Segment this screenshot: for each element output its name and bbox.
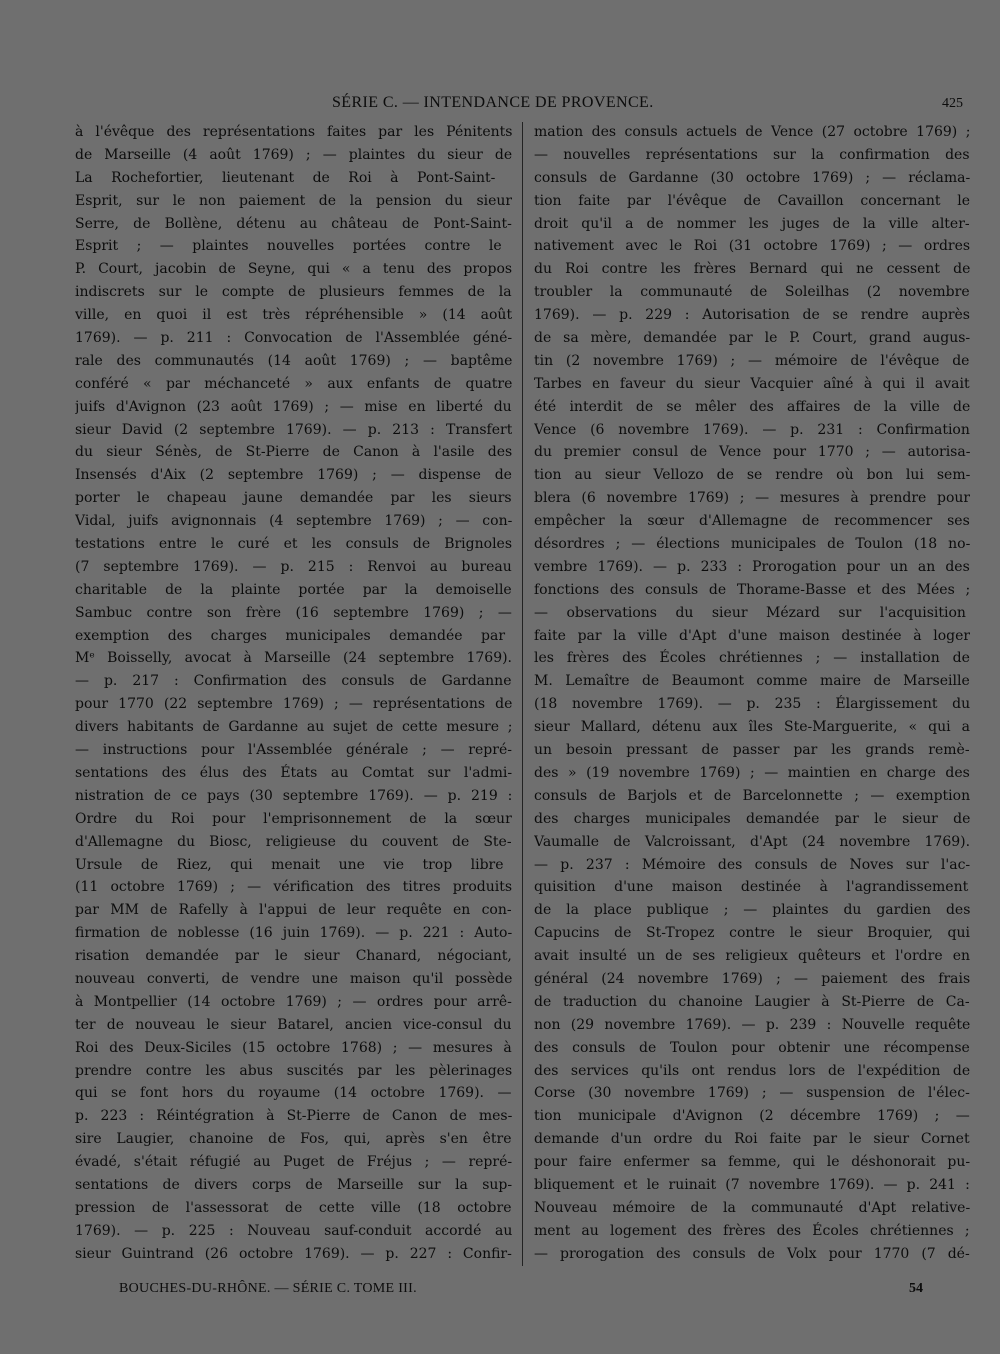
running-header [0, 94, 1000, 116]
text-line: nouveau converti, de vendre une maison qu'il possède [75, 970, 512, 987]
text-line: Sambuc contre son frère (16 septembre 1769) ; — [75, 604, 512, 621]
text-line: sentations des élus des États au Comtat sur l'admi- [75, 764, 512, 781]
text-line: des charges municipales demandée par le sieur de [534, 810, 970, 827]
text-line: d'Allemagne du Biosc, religieuse du couvent de Ste- [75, 833, 512, 850]
text-line: pour faire enfermer sa femme, qui le déshonorait pu- [534, 1154, 970, 1171]
text-line: de traduction du chanoine Laugier à St-Pierre de Ca- [534, 993, 970, 1010]
text-line: tion faite par l'évêque de Cavaillon concernant le [534, 192, 970, 209]
text-line: tin (2 novembre 1769) ; — mémoire de l'évêque de [534, 352, 970, 369]
text-line: non (29 novembre 1769). — p. 239 : Nouvelle requête [534, 1016, 970, 1033]
text-line: indiscrets sur le compte de plusieurs femmes de la [75, 284, 512, 301]
text-line: M. Lemaître de Beaumont comme maire de Marseille [534, 673, 970, 690]
text-line: Vaumalle de Valcroissant, d'Apt (24 novembre 1769). [534, 833, 970, 850]
text-line: pour 1770 (22 septembre 1769) ; — représentations de [75, 696, 512, 713]
text-line: tion municipale d'Avignon (2 décembre 1769) ; — [534, 1108, 970, 1125]
text-line: Esprit ; — plaintes nouvelles portées contre le [75, 238, 502, 255]
text-line: (18 novembre 1769). — p. 235 : Élargissement du [534, 696, 970, 713]
text-line: — observations du sieur Mézard sur l'acquisition [534, 604, 966, 621]
text-line: empêcher la sœur d'Allemagne de recommencer ses [534, 513, 970, 530]
text-line: prendre contre les abus suscités par les pèlerinages [75, 1062, 512, 1079]
text-line: porter le chapeau jaune demandée par les sieurs [75, 490, 512, 507]
text-line: 1769). — p. 229 : Autorisation de se rendre auprès [534, 307, 970, 324]
text-line: sieur David (2 septembre 1769). — p. 213 : Transfert [75, 421, 512, 438]
text-line: ter de nouveau le sieur Batarel, ancien vice-consul du [75, 1016, 512, 1033]
text-line: de sa mère, demandée par le P. Court, grand augus- [534, 330, 970, 347]
text-line: à l'évêque des représentations faites par les Pénitents [75, 124, 512, 140]
left-text-column [75, 121, 512, 1266]
text-line: nativement avec le Roi (31 octobre 1769) ; — ordres [534, 238, 970, 255]
text-line: du sieur Sénès, de St-Pierre de Canon à l'asile des [75, 444, 512, 461]
text-line: désordres ; — élections municipales de Toulon (18 no- [534, 536, 970, 553]
text-line: 1769). — p. 211 : Convocation de l'Assemblée géné- [75, 330, 512, 347]
text-line: tion au sieur Vellozo de se rendre où bon lui sem- [534, 467, 970, 484]
text-line: sieur Guintrand (26 octobre 1769). — p. 227 : Confir- [75, 1245, 512, 1262]
text-line: Mᵉ Boisselly, avocat à Marseille (24 septembre 1769). [75, 650, 512, 667]
text-line: Insensés d'Aix (2 septembre 1769) ; — dispense de [75, 467, 512, 484]
text-line: de Marseille (4 août 1769) ; — plaintes du sieur de [75, 146, 512, 163]
text-line: avait insulté un de ses religieux quêteurs et l'ordre en [534, 948, 970, 965]
text-line: Tarbes en faveur du sieur Vacquier aîné à qui il avait [534, 375, 970, 392]
text-line: ville, en quoi il est très répréhensible » (14 août [75, 307, 512, 324]
text-line: mation des consuls actuels de Vence (27 octobre 1769) ; [534, 124, 970, 140]
text-line: pression de l'assessorat de cette ville (18 octobre [75, 1199, 512, 1216]
text-line: Vidal, juifs avignonnais (4 septembre 1769) ; — con- [75, 513, 512, 530]
text-line: — nouvelles représentations sur la confirmation des [534, 146, 970, 163]
header-title: SÉRIE C. — INTENDANCE DE PROVENCE. [332, 94, 654, 111]
page-footer [0, 1281, 1000, 1301]
text-line: Vence (6 novembre 1769). — p. 231 : Confirmation [534, 421, 970, 438]
text-line: bliquement et le ruinait (7 novembre 1769). — p. 241 : [534, 1176, 970, 1193]
text-line: — instructions pour l'Assemblée générale ; — repré- [75, 742, 512, 759]
text-line: — p. 237 : Mémoire des consuls de Noves sur l'ac- [534, 856, 970, 873]
text-line: P. Court, jacobin de Seyne, qui « a tenu des propos [75, 261, 512, 278]
text-line: demande d'un ordre du Roi faite par le sieur Cornet [534, 1131, 970, 1148]
text-line: juifs d'Avignon (23 août 1769) ; — mise en liberté du [75, 398, 512, 415]
text-line: ment au logement des frères des Écoles chrétiennes ; [534, 1222, 970, 1239]
text-line: des consuls de Toulon pour obtenir une récompense [534, 1039, 970, 1056]
text-line: troubler la communauté de Soleilhas (2 novembre [534, 284, 970, 301]
text-line: qui se font hors du royaume (14 octobre 1769). — [75, 1085, 512, 1102]
text-line: charitable de la plainte portée par la demoiselle [75, 581, 512, 598]
text-line: de la place publique ; — plaintes du gardien des [534, 902, 970, 919]
text-line: à Montpellier (14 octobre 1769) ; — ordres pour arrê- [75, 993, 512, 1010]
text-line: Ordre du Roi pour l'emprisonnement de la sœur [75, 810, 512, 827]
column-divider [522, 122, 523, 1266]
footer-volume-label: BOUCHES-DU-RHÔNE. — SÉRIE C. TOME III. [119, 1281, 417, 1296]
text-line: Roi des Deux-Siciles (15 octobre 1768) ; — mesures à [75, 1039, 512, 1056]
text-line: quisition d'une maison destinée à l'agrandissement [534, 879, 969, 896]
text-line: des services qu'ils ont rendus lors de l'expédition de [534, 1062, 970, 1079]
text-line: exemption des charges municipales demandée par [75, 627, 506, 644]
text-line: par MM de Rafelly à l'appui de leur requête en con- [75, 902, 512, 919]
text-line: Ursule de Riez, qui menait une vie trop libre [75, 856, 504, 873]
text-line: conféré « par méchanceté » aux enfants de quatre [75, 375, 512, 392]
text-line: blera (6 novembre 1769) ; — mesures à prendre pour [534, 490, 970, 507]
text-line: évadé, s'était réfugié au Puget de Fréjus ; — repré- [75, 1154, 512, 1171]
text-line: divers habitants de Gardanne au sujet de cette mesure ; [75, 719, 512, 736]
text-line: du premier consul de Vence pour 1770 ; — autorisa- [534, 444, 970, 461]
text-line: (11 octobre 1769) ; — vérification des titres produits [75, 879, 512, 896]
text-line: Capucins de St-Tropez contre le sieur Broquier, qui [534, 925, 970, 942]
text-line: rale des communautés (14 août 1769) ; — baptême [75, 352, 512, 369]
text-line: consuls de Barjols et de Barcelonnette ; — exemption [534, 787, 970, 804]
text-line: fonctions des consuls de Thorame-Basse et des Mées ; [534, 581, 970, 598]
text-line: nistration de ce pays (30 septembre 1769). — p. 219 : [75, 787, 512, 804]
text-line: Corse (30 novembre 1769) ; — suspension de l'élec- [534, 1085, 970, 1102]
text-line: vembre 1769). — p. 233 : Prorogation pour un an des [534, 558, 970, 575]
text-line: sire Laugier, chanoine de Fos, qui, après s'en être [75, 1131, 512, 1148]
text-line: p. 223 : Réintégration à St-Pierre de Canon de mes- [75, 1108, 512, 1125]
text-line: du Roi contre les frères Bernard qui ne cessent de [534, 261, 970, 278]
text-line: les frères des Écoles chrétiennes ; — installation de [534, 650, 970, 667]
text-line: consuls de Gardanne (30 octobre 1769) ; — réclama- [534, 169, 970, 186]
right-text-column [534, 121, 970, 1266]
text-line: — p. 217 : Confirmation des consuls de Gardanne [75, 673, 512, 690]
text-line: général (24 novembre 1769) ; — paiement des frais [534, 970, 970, 987]
text-line: Esprit, sur le non paiement de la pension du sieur [75, 192, 512, 209]
text-line: firmation de noblesse (16 juin 1769). — p. 221 : Auto- [75, 925, 512, 942]
text-line: droit qu'il a de nommer les juges de la ville alter- [534, 215, 970, 232]
text-line: testations entre le curé et les consuls de Brignoles [75, 536, 512, 553]
text-line: risation demandée par le sieur Chanard, négociant, [75, 948, 512, 965]
text-line: (7 septembre 1769). — p. 215 : Renvoi au bureau [75, 558, 512, 575]
text-line: des » (19 novembre 1769) ; — maintien en charge des [534, 764, 970, 781]
text-line: faite par la ville d'Apt d'une maison destinée à loger [534, 627, 970, 644]
text-line: sieur Mallard, détenu aux îles Ste-Marguerite, « qui a [534, 719, 970, 736]
page-number: 425 [942, 96, 963, 111]
text-line: un besoin pressant de passer par les grands remè- [534, 742, 970, 759]
text-line: Nouveau mémoire de la communauté d'Apt relative- [534, 1199, 970, 1216]
text-line: 1769). — p. 225 : Nouveau sauf-conduit accordé au [75, 1222, 512, 1239]
text-line: sentations de divers corps de Marseille sur la sup- [75, 1176, 512, 1193]
text-line: Serre, de Bollène, détenu au château de Pont-Saint- [75, 215, 512, 232]
footer-sheet-number: 54 [909, 1281, 923, 1296]
text-line: été interdit de se mêler des affaires de la ville de [534, 398, 970, 415]
text-line: — prorogation des consuls de Volx pour 1770 (7 dé- [534, 1245, 970, 1262]
text-line: La Rochefortier, lieutenant de Roi à Pont-Saint- [75, 169, 496, 186]
